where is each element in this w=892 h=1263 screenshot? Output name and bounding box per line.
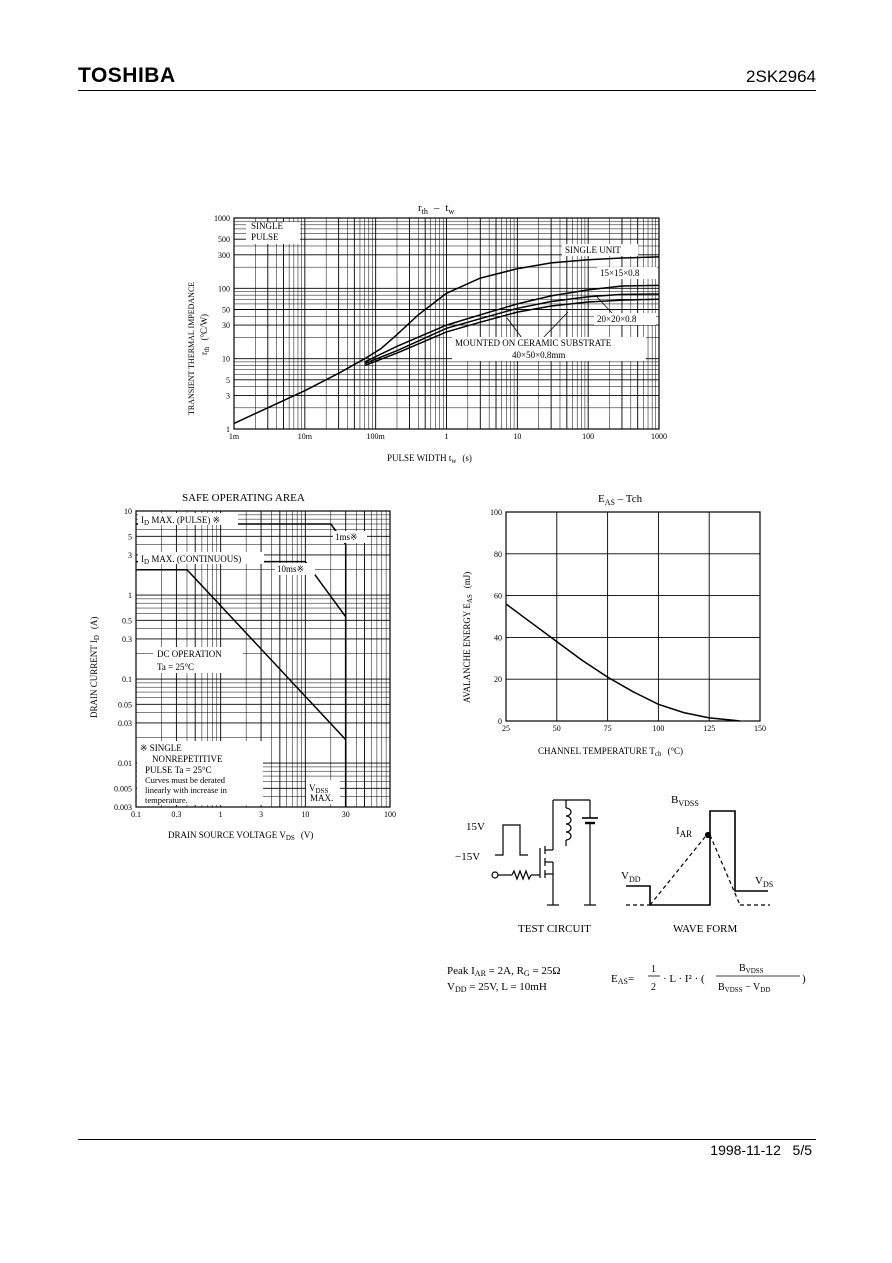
input-terminal [492, 872, 498, 878]
y-tick-label: 0.005 [114, 784, 132, 794]
eas-chart [462, 493, 766, 758]
eas-tick-labels [490, 508, 766, 733]
x-tick-label: 25 [502, 724, 510, 733]
x-tick-label: 75 [603, 724, 612, 733]
conditions-line-1: Peak IAR = 2A, RG = 25Ω [447, 965, 561, 978]
note-line-3: PULSE Ta = 25°C [145, 765, 212, 775]
formula-half-num: 1 [651, 964, 656, 975]
test-circuit [455, 800, 598, 935]
eas-title: $E_{AS}$ – Tch [598, 493, 643, 507]
gate-pulse [495, 825, 528, 855]
bvdss-label: $B_{VDSS}$ [671, 794, 699, 808]
y-tick-label: 50 [222, 305, 230, 315]
x-tick-label: 100 [582, 432, 595, 441]
x-tick-label: 30 [341, 810, 350, 819]
plot-frame [506, 512, 760, 721]
conditions-line-2: VDD = 25V, L = 10mH [447, 981, 547, 994]
soa-chart [89, 492, 396, 842]
y-tick-label: 5 [128, 532, 132, 542]
y-tick-label: 80 [494, 549, 502, 559]
mounted-leader-1 [507, 318, 522, 338]
y-tick-label: 0.003 [114, 803, 132, 812]
y-tick-label: 0.1 [122, 675, 132, 685]
note-line-5: linearly with increase in [145, 785, 227, 795]
y-tick-label: 30 [222, 321, 230, 331]
footer-page: 5/5 [792, 1142, 812, 1158]
rth-ylabel-2: $r_{th}(^\circ C/W)$ [199, 313, 211, 355]
y-tick-label: 1 [226, 425, 230, 434]
soa-ylabel: DRAIN CURRENT $I_D(A)$ [89, 616, 101, 718]
y-tick-label: 5 [226, 375, 230, 385]
v-pos-label: 15V [466, 821, 485, 833]
single-pulse-label-1: SINGLE [251, 221, 283, 231]
eas-series [506, 604, 740, 721]
formula-half-den: 2 [651, 982, 656, 993]
mounted-label-1: MOUNTED ON CERAMIC SUBSTRATE [455, 338, 612, 348]
y-tick-label: 3 [226, 391, 230, 401]
x-tick-label: 0.3 [171, 810, 182, 819]
rth-tw-chart [187, 202, 667, 465]
note-line-4: Curves must be derated [145, 775, 226, 785]
x-tick-label: 10 [513, 432, 522, 441]
mounted-label-2: 40×50×0.8mm [512, 350, 566, 360]
single-unit-label: SINGLE UNIT [565, 245, 621, 255]
single-pulse-label-2: PULSE [251, 232, 279, 242]
current-ramp-up [650, 837, 705, 905]
note-line-1: ※ SINGLE [140, 743, 182, 753]
series-line-0 [506, 604, 740, 721]
y-tick-label: 100 [490, 508, 502, 517]
vdss-max-label: MAX. [310, 793, 334, 803]
note-line-6: temperature. [145, 795, 188, 805]
soa-title: SAFE OPERATING AREA [182, 492, 305, 504]
test-circuit-caption: TEST CIRCUIT [518, 923, 591, 935]
formula-num: $B_{VDSS}$ [739, 963, 764, 975]
x-tick-label: 0.1 [131, 810, 141, 819]
id-pulse-label: $I_D$ MAX. (PULSE) ※ [141, 515, 221, 527]
x-tick-label: 125 [703, 724, 716, 733]
y-tick-label: 10 [222, 354, 230, 364]
x-tick-label: 3 [259, 810, 264, 819]
waveform [621, 794, 773, 935]
y-tick-label: 0.01 [118, 759, 132, 769]
y-tick-label: 500 [218, 235, 230, 245]
iar-peak [706, 833, 711, 838]
part-number: 2SK2964 [746, 67, 816, 86]
waveform-caption: WAVE FORM [673, 923, 738, 935]
y-tick-label: 100 [218, 284, 230, 294]
vds-waveform [626, 811, 768, 905]
x-tick-label: 1000 [651, 432, 667, 441]
gate-resistor [512, 871, 531, 879]
y-tick-label: 0.3 [122, 634, 132, 644]
footer-date: 1998-11-12 [710, 1142, 781, 1158]
y-tick-label: 10 [124, 507, 132, 516]
y-tick-label: 1 [128, 591, 132, 601]
y-tick-label: 40 [494, 633, 502, 643]
x-tick-label: 1 [444, 432, 449, 441]
inductor [566, 808, 571, 840]
eas-xlabel: CHANNEL TEMPERATURE $T_{ch}$ (°C) [538, 746, 684, 758]
eas-formula [611, 963, 806, 994]
y-tick-label: 1000 [214, 214, 230, 223]
formula-mid: · L · I² · ( [663, 973, 705, 985]
soa-xlabel: DRAIN SOURCE VOLTAGE $V_{DS}$ (V) [168, 830, 314, 842]
x-tick-label: 100m [366, 432, 385, 441]
y-tick-label: 0.05 [118, 700, 132, 710]
x-tick-label: 10m [297, 432, 312, 441]
id-cont-label: $I_D$ MAX. (CONTINUOUS) [141, 554, 242, 566]
ms10-label: 10ms※ [277, 564, 305, 574]
vdss-label: $V_{DSS}$ [309, 783, 329, 795]
dc-label-2: Ta = 25°C [157, 662, 195, 672]
formula-lhs: EAS= [611, 973, 635, 986]
eas-grid [506, 512, 760, 721]
v-neg-label: −15V [455, 851, 481, 863]
x-tick-label: 10 [301, 810, 310, 819]
rth-xlabel: PULSE WIDTH $t_w$ (s) [387, 453, 472, 465]
vds-label: $V_{DS}$ [755, 875, 774, 889]
y-tick-label: 0.5 [122, 616, 132, 626]
note-line-2: NONREPETITIVE [152, 754, 223, 764]
x-tick-label: 150 [754, 724, 766, 733]
x-tick-label: 1 [218, 810, 223, 819]
x-tick-label: 1m [228, 432, 240, 441]
y-tick-label: 300 [218, 250, 230, 260]
test-conditions [447, 965, 561, 994]
s15-label: 15×15×0.8 [600, 268, 640, 278]
toshiba-logo: TOSHIBA [78, 64, 176, 87]
x-tick-label: 50 [552, 724, 561, 733]
y-tick-label: 0 [498, 717, 502, 726]
iar-label: $I_{AR}$ [676, 825, 693, 839]
x-tick-label: 100 [384, 810, 396, 819]
dc-label-1: DC OPERATION [157, 649, 222, 659]
formula-close: ) [802, 973, 806, 985]
ms1-label: 1ms※ [335, 532, 358, 542]
y-tick-label: 0.03 [118, 718, 132, 728]
y-tick-label: 60 [494, 591, 502, 601]
eas-ylabel: AVALANCHE ENERGY $E_{AS}(mJ)$ [462, 571, 474, 703]
y-tick-label: 20 [494, 675, 502, 685]
s20-label: 20×20×0.8 [597, 314, 637, 324]
y-tick-label: 3 [128, 550, 132, 560]
x-tick-label: 100 [652, 724, 665, 733]
rth-ylabel-1: TRANSIENT THERMAL IMPEDANCE [187, 281, 196, 415]
rth-title: $r_{th} - t_w$ [418, 202, 455, 216]
formula-den: $B_{VDSS} - V_{DD}$ [718, 982, 771, 994]
vdd-label: $V_{DD}$ [621, 870, 641, 884]
